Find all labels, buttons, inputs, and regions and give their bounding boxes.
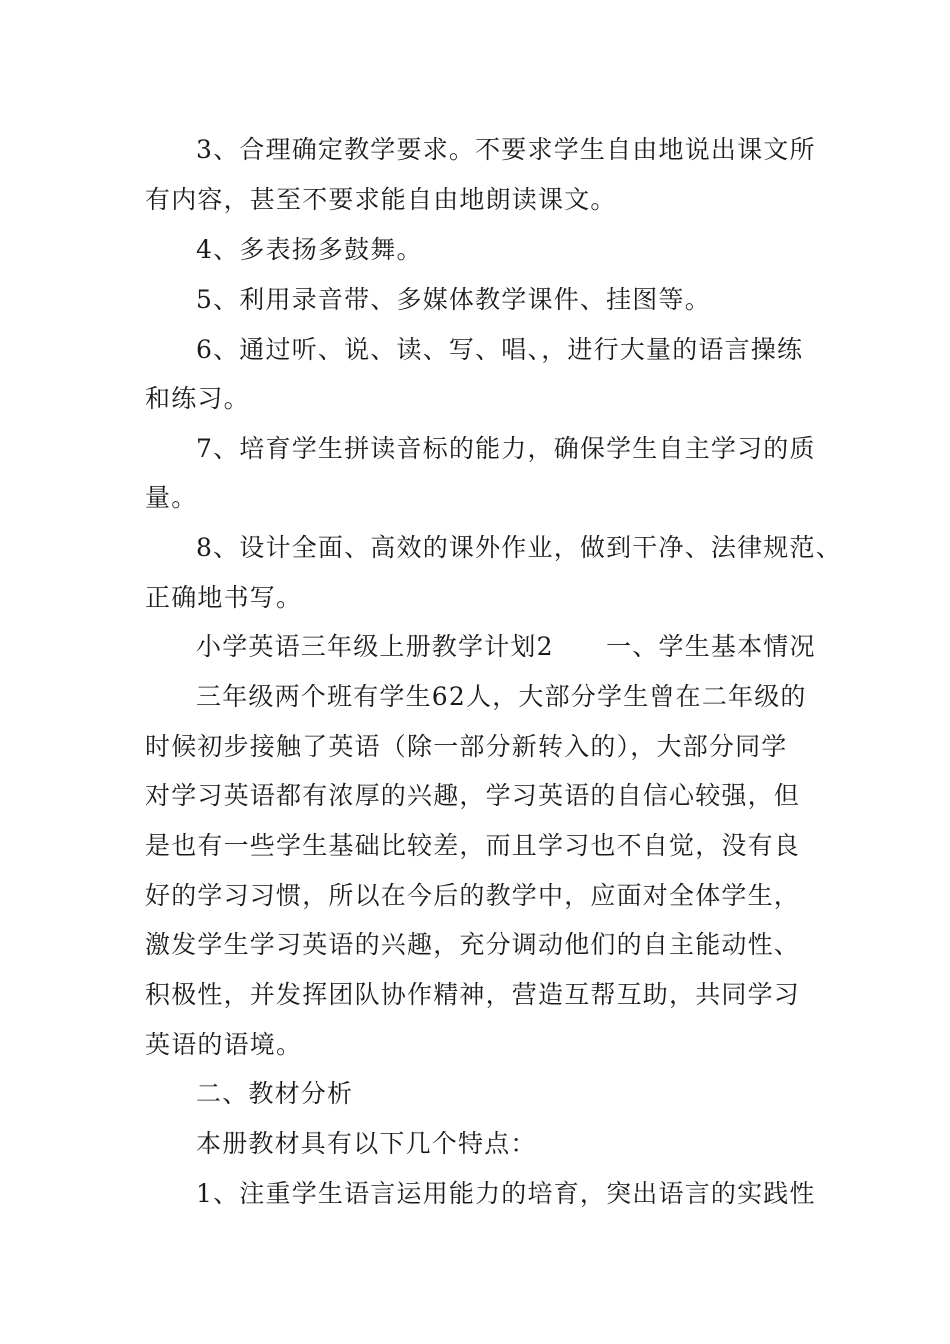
text-line: 激发学生学习英语的兴趣，充分调动他们的自主能动性、 bbox=[145, 930, 801, 959]
text-line: 6、通过听、说、读、写、唱、，进行大量的语言操练 bbox=[196, 335, 804, 364]
text-line: 好的学习习惯，所以在今后的教学中，应面对全体学生， bbox=[145, 881, 801, 910]
text-line: 是也有一些学生基础比较差，而且学习也不自觉，没有良 bbox=[145, 831, 801, 860]
text-line: 量。 bbox=[145, 483, 198, 512]
text-line: 7、培育学生拼读音标的能力，确保学生自主学习的质 bbox=[196, 434, 816, 463]
text-line: 3、合理确定教学要求。不要求学生自由地说出课文所 bbox=[196, 135, 816, 164]
text-line: 本册教材具有以下几个特点： bbox=[196, 1129, 537, 1158]
text-line: 5、利用录音带、多媒体教学课件、挂图等。 bbox=[196, 285, 711, 314]
text-line: 三年级两个班有学生62人，大部分学生曾在二年级的 bbox=[196, 682, 807, 711]
text-line: 和练习。 bbox=[145, 384, 250, 413]
section-heading: 二、教材分析 bbox=[196, 1079, 354, 1108]
text-line: 积极性，并发挥团队协作精神，营造互帮互助，共同学习 bbox=[145, 980, 801, 1009]
text-line: 正确地书写。 bbox=[145, 583, 303, 612]
text-line: 对学习英语都有浓厚的兴趣，学习英语的自信心较强，但 bbox=[145, 781, 801, 810]
text-line: 小学英语三年级上册教学计划2 一、学生基本情况 bbox=[196, 632, 816, 661]
text-line: 1、注重学生语言运用能力的培育，突出语言的实践性 bbox=[196, 1179, 816, 1208]
text-line: 时候初步接触了英语（除一部分新转入的），大部分同学 bbox=[145, 732, 788, 761]
text-line: 英语的语境。 bbox=[145, 1030, 303, 1059]
text-line: 4、多表扬多鼓舞。 bbox=[196, 235, 423, 264]
text-line: 8、设计全面、高效的课外作业，做到干净、法律规范、 bbox=[196, 533, 842, 562]
text-line: 有内容，甚至不要求能自由地朗读课文。 bbox=[145, 185, 617, 214]
